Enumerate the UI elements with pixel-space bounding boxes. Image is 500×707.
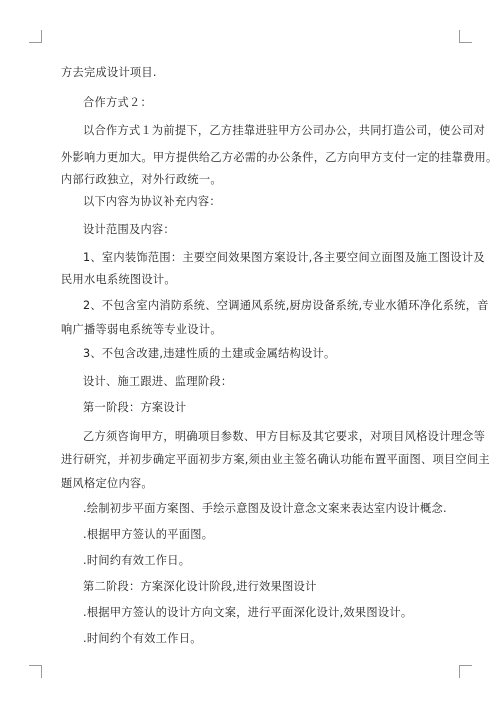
text-line: 第一阶段：方案设计 [83, 401, 187, 414]
text-line: 民用水电系统图设计。 [61, 273, 176, 286]
corner-mark-bottom-left [29, 665, 42, 678]
corner-mark-bottom-right [459, 665, 472, 678]
text-line: 合作方式２： [83, 96, 152, 109]
text-line: 响广播等弱电系统等专业设计。 [61, 323, 222, 336]
corner-mark-top-left [29, 30, 42, 43]
text-line: .时间约有效工作日。 [83, 554, 191, 567]
text-line: 3、不包含改建,违建性质的土建或金属结构设计。 [83, 347, 336, 360]
text-line: 以合作方式１为前提下，乙方挂靠进驻甲方公司办公，共同打造公司，使公司对 [83, 124, 486, 137]
text-line: 以下内容为协议补充内容： [83, 195, 221, 208]
text-line: 第二阶段：方案深化设计阶段,进行效果图设计 [83, 580, 317, 593]
text-line: 题风格定位内容。 [61, 477, 153, 490]
text-line: 进行研究，并初步确定平面初步方案,须由业主签名确认功能布置平面图、项目空间主 [61, 453, 490, 466]
text-line: 方去完成设计项目. [61, 66, 157, 79]
text-line: 内部行政独立，对外行政统一。 [61, 173, 222, 186]
text-line: 设计范围及内容： [83, 223, 175, 236]
text-line: .绘制初步平面方案图、手绘示意图及设计意念文案来表达室内设计概念. [83, 502, 447, 515]
corner-mark-top-right [459, 30, 472, 43]
text-line: .根据甲方签认的平面图。 [83, 528, 214, 541]
text-line: 1、室内装饰范围：主要空间效果图方案设计,各主要空间立面图及施工图设计及 [83, 251, 485, 264]
text-line: 设计、施工跟进、监理阶段： [83, 375, 233, 388]
text-line: .时间约个有效工作日。 [83, 632, 202, 645]
text-line: 2、不包含室内消防系统、空调通风系统,厨房设备系统,专业水循环净化系统，音 [83, 299, 489, 312]
text-line: .根据甲方签认的设计方向文案，进行平面深化设计,效果图设计。 [83, 606, 413, 619]
text-line: 外影响力更加大。甲方提供给乙方必需的办公条件，乙方向甲方支付一定的挂靠费用。 [61, 151, 498, 164]
text-line: 乙方须咨询甲方，明确项目参数、甲方目标及其它要求，对项目风格设计理念等 [83, 430, 486, 443]
